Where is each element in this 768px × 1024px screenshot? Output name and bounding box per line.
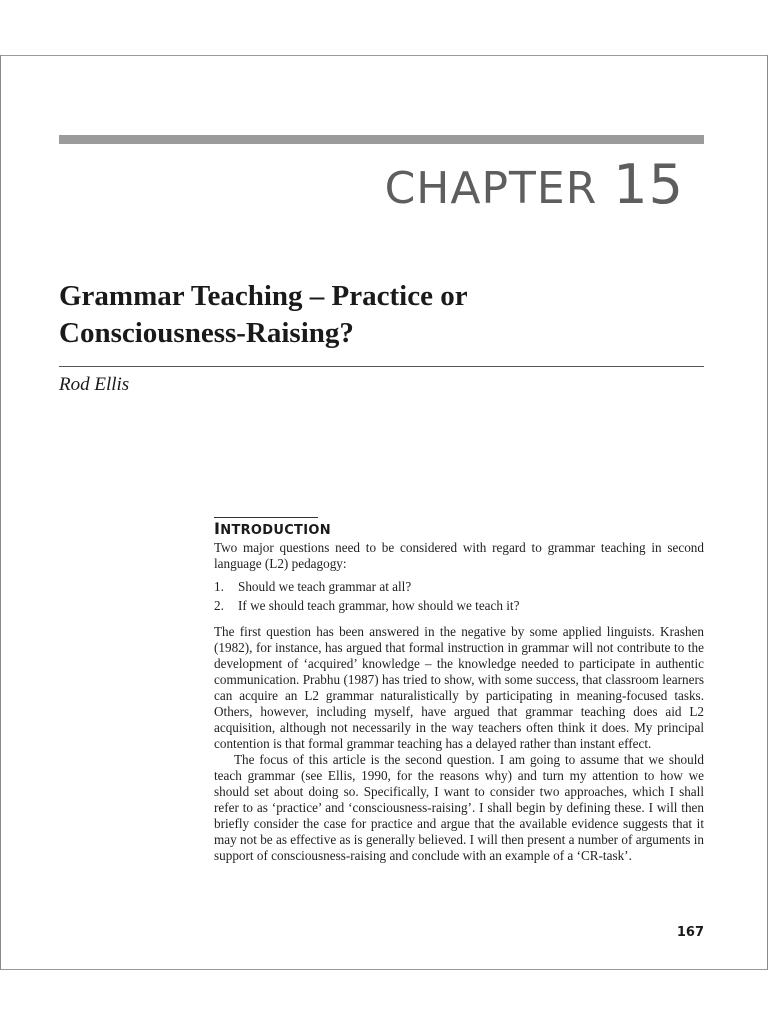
paragraph-2: The focus of this article is the second question. I am going to assume that we should teach grammar (see Ellis, 1990, for the reasons why) and turn my attention to how we should set about doing so. Specifically, I want to consider two approaches, which I shall refer to as ‘practice’ and ‘consciousness-raising’. I shall begin by defining these. I will then briefly consider the case for practice and argue that the available evidence suggests that it may not be as effective as is generally believed. I will then present a number of arguments in support of consciousness-raising and conclude with an example of a ‘CR-task’. [214,752,704,863]
page-number: 167 [676,925,704,940]
list-item [214,579,704,595]
list-item-number: 1. [214,579,224,594]
section-heading [214,520,331,540]
section-heading-rest: NTRODUCTION [220,523,331,538]
article-title [59,278,709,352]
author-name: Rod Ellis [59,374,130,395]
chapter-number: 15 [613,153,684,216]
body-text [214,540,704,864]
intro-paragraph: Two major questions need to be considered with regard to grammar teaching in second language (L2) pedagogy: [214,540,704,571]
article-title-line-2: Consciousness-Raising? [59,317,354,349]
article-title-line-1: Grammar Teaching – Practice or [59,280,468,312]
question-list [214,579,704,614]
section-rule [214,517,318,518]
list-item-text: If we should teach grammar, how should we teach it? [238,598,520,613]
chapter-word: CHAPTER [384,163,598,214]
page-left-edge [0,55,1,970]
chapter-rule [59,135,704,144]
paragraph-1: The first question has been answered in the negative by some applied linguists. Krashen (1982), for instance, has argued that formal instruction in grammar will not contribute to the development of ‘acquired’ knowledge – the knowledge needed to participate in authentic communication. Prabhu (1987) has tried to show, with some success, that classroom learners can acquire an L2 grammar naturalistically by participating in meaning-focused tasks. Others, however, including myself, have argued that grammar teaching does aid L2 acquisition, although not necessarily in the way teachers often think it does. My principal contention is that formal grammar teaching has a delayed rather than instant effect. [214,624,704,751]
chapter-heading [385,150,684,227]
section-heading-initial: I [214,519,221,538]
list-item-text: Should we teach grammar at all? [238,579,412,594]
list-item [214,598,704,614]
title-rule [59,366,704,367]
list-item-number: 2. [214,598,224,613]
